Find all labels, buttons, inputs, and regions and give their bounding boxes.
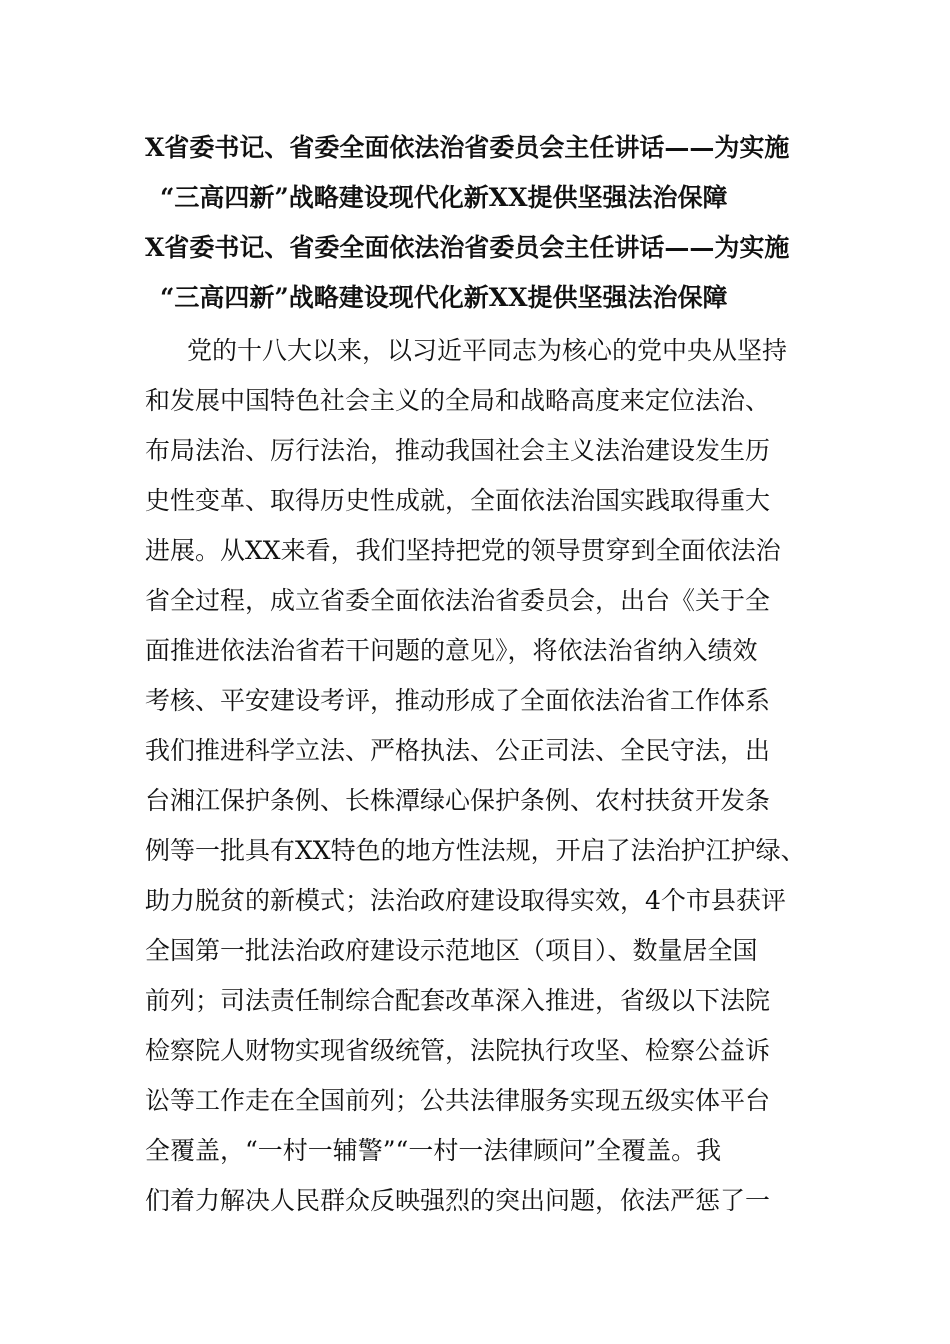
body-line: 考核、平安建设考评，推动形成了全面依法治省工作体系 <box>145 686 771 715</box>
body-line: 前列；司法责任制综合配套改革深入推进，省级以下法院 <box>145 986 771 1015</box>
body-line: 省全过程，成立省委全面依法治省委员会，出台《关于全 <box>145 586 771 615</box>
title-line-4: “三高四新”战略建设现代化新XX提供坚强法治保障 <box>160 283 728 312</box>
body-line: 布局法治、厉行法治，推动我国社会主义法治建设发生历 <box>145 436 771 465</box>
body-line: 面推进依法治省若干问题的意见》，将依法治省纳入绩效 <box>145 636 758 665</box>
body-line: 全覆盖，“一村一辅警”“一村一法律顾问”全覆盖。我 <box>145 1136 722 1165</box>
body-line: 我们推进科学立法、严格执法、公正司法、全民守法，出 <box>145 736 771 765</box>
body-line: 检察院人财物实现省级统管，法院执行攻坚、检察公益诉 <box>145 1036 771 1065</box>
title-line-3: X省委书记、省委全面依法治省委员会主任讲话——为实施 <box>145 233 790 262</box>
body-line: 和发展中国特色社会主义的全局和战略高度来定位法治、 <box>145 386 771 415</box>
body-line: 史性变革、取得历史性成就，全面依法治国实践取得重大 <box>145 486 771 515</box>
body-line: 台湘江保护条例、长株潭绿心保护条例、农村扶贫开发条 <box>145 786 771 815</box>
body-line: 们着力解决人民群众反映强烈的突出问题，依法严惩了一 <box>145 1186 771 1215</box>
body-line: 进展。从XX来看，我们坚持把党的领导贯穿到全面依法治 <box>145 536 781 565</box>
body-line: 讼等工作走在全国前列；公共法律服务实现五级实体平台 <box>145 1086 771 1115</box>
body-line: 党的十八大以来，以习近平同志为核心的党中央从坚持 <box>187 336 788 365</box>
body-line: 助力脱贫的新模式；法治政府建设取得实效，4个市县获评 <box>145 886 786 915</box>
body-line: 例等一批具有XX特色的地方性法规，开启了法治护江护绿、 <box>145 836 806 865</box>
body-line: 全国第一批法治政府建设示范地区（项目）、数量居全国 <box>145 936 758 965</box>
title-line-2: “三高四新”战略建设现代化新XX提供坚强法治保障 <box>160 183 728 212</box>
title-line-1: X省委书记、省委全面依法治省委员会主任讲话——为实施 <box>145 133 790 162</box>
